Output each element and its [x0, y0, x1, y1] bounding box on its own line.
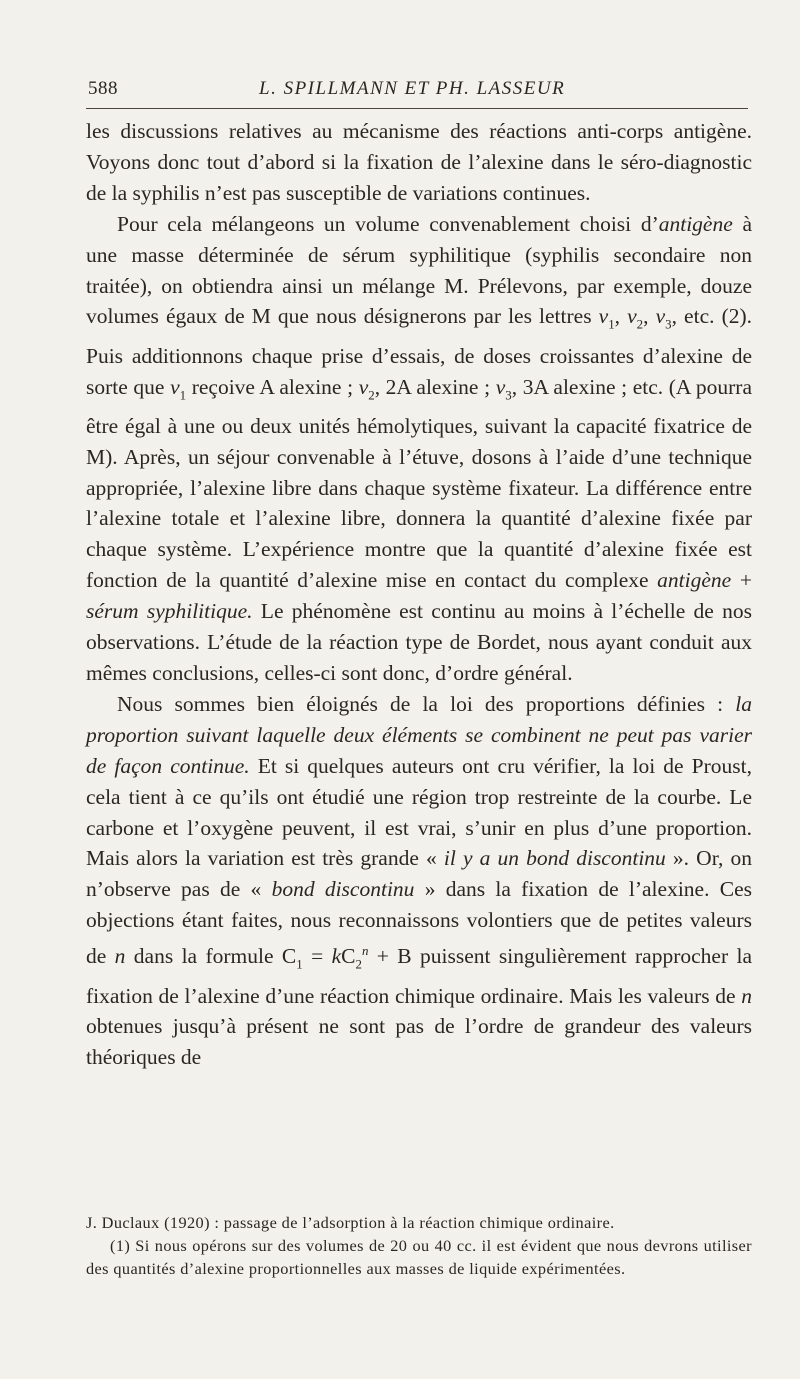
subscript: 1	[608, 317, 615, 332]
footnotes	[86, 1212, 752, 1280]
text-run: les discussions relatives au mécanisme des réactions anti-corps antigène. Voyons donc tout d’abord si la fixation de l’alexine dans le séro-diagnostic de la syphilis n’est pas susceptible de variations continues.	[86, 119, 752, 205]
italic-text: v	[358, 374, 369, 399]
text-run: Pour cela mélangeons un volume convenablement choisi d’	[117, 211, 659, 236]
text-run: obtenues jusqu’à présent ne sont pas de l’ordre de grandeur des valeurs théoriques de	[86, 1014, 752, 1070]
text-run: à une masse déterminée de sérum syphilitique (syphilis secondaire non traitée), on obtiendra ainsi un mélange M. Prélevons, par exemple, douze volumes égaux de M que nous désignerons par les lettres	[86, 211, 752, 329]
text-run: (1) Si nous opérons sur des volumes de 20 ou 40 cc. il est évident que nous devrons utiliser des quantités d’alexine proportionnelles aux masses de liquide expérimentées.	[86, 1235, 752, 1278]
subscript: 1	[296, 957, 303, 972]
running-title: L. SPILLMANN ET PH. LASSEUR	[259, 78, 566, 99]
italic-text: v	[627, 304, 637, 329]
text-run: C	[341, 944, 356, 969]
text-run: dans la formule C	[125, 944, 297, 969]
subscript: 1	[179, 387, 187, 402]
italic-text: k	[331, 944, 342, 969]
italic-text: v	[655, 304, 666, 329]
italic-text: la proportion suivant laquelle deux éléments se combinent ne peut pas varier de façon continue.	[86, 691, 752, 778]
text-run: ,	[614, 304, 628, 329]
footnote-2	[86, 1235, 752, 1281]
text-run: , 3A alexine ; etc. (A pourra être égal à une ou deux unités hémolytiques, suivant la capacité fixatrice de M). Après, un séjour convenable à l’étuve, dosons à l’aide d’une technique appropriée, l’alexine libre dans chaque système fixateur. La différence entre l’alexine totale et l’alexine libre, donnera la quantité d’alexine fixée par chaque système. L’expérience montre que la quantité d’alexine fixée est fonction de la quantité d’alexine mise en contact du complexe	[86, 374, 753, 593]
text-run: Le phénomène est continu au moins à l’échelle de nos observations. L’étude de la réaction type de Bordet, nous ayant conduit aux mêmes conclusions, celles-ci sont donc, d’ordre général.	[86, 599, 752, 685]
page-number: 588	[88, 78, 118, 99]
text-run: , 2A alexine ;	[374, 374, 496, 399]
header-rule	[86, 108, 748, 109]
subscript: 2	[636, 317, 644, 332]
text-run: =	[302, 944, 332, 969]
text-run: reçoive A alexine ;	[186, 374, 359, 399]
paragraph-1	[86, 116, 752, 209]
italic-text: v	[598, 304, 609, 329]
italic-text: v	[170, 374, 180, 399]
subscript: 3	[505, 387, 512, 402]
footnote-1	[86, 1212, 752, 1235]
paragraph-2	[86, 209, 752, 689]
text-run: +	[731, 568, 752, 593]
text-run: ,	[643, 304, 656, 329]
italic-text: bond discontinu	[271, 877, 415, 902]
page-header	[88, 74, 748, 104]
subscript: 3	[665, 317, 672, 332]
italic-text: sérum syphilitique.	[86, 599, 253, 624]
italic-text: v	[495, 374, 506, 399]
text-run: J. Duclaux (1920) : passage de l’adsorption à la réaction chimique ordinaire.	[86, 1213, 615, 1232]
italic-text: il y a un bond discontinu	[443, 846, 666, 871]
text-run: Et si quelques auteurs ont cru vérifier, la loi de Proust, cela tient à ce qu’ils ont étudié une région trop restreinte de la courbe. Le carbone et l’oxygène peuvent, il est vrai, s’unir en plus d’une proportion. Mais alors la variation est très grande «	[86, 753, 752, 871]
superscript: n	[361, 944, 369, 959]
italic-text: antigène	[658, 211, 733, 236]
paragraph-3	[86, 689, 752, 1073]
text-run: » dans la fixation de l’alexine. Ces objections étant faites, nous reconnaissons volontiers que de petites valeurs de	[86, 877, 752, 969]
text-run: , etc. (2). Puis additionnons chaque prise d’essais, de doses croissantes d’alexine de sorte que	[86, 304, 753, 399]
italic-text: antigène	[657, 568, 732, 593]
italic-text: n	[114, 944, 126, 969]
text-run: + B puissent singulièrement rapprocher la fixation de l’alexine d’une réaction chimique ordinaire. Mais les valeurs de	[86, 944, 752, 1008]
subscript: 2	[368, 387, 375, 402]
text-run: ». Or, on n’observe pas de «	[86, 846, 753, 902]
italic-text: n	[741, 983, 752, 1008]
text-run: Nous sommes bien éloignés de la loi des proportions définies :	[117, 691, 736, 716]
subscript: 2	[355, 957, 362, 972]
body-text	[86, 116, 752, 1073]
